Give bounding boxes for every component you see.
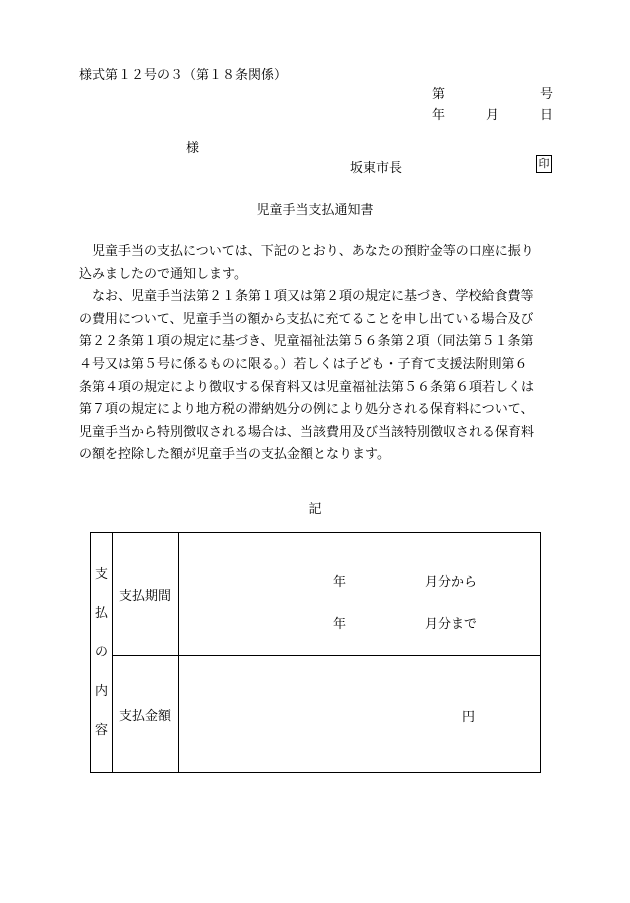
document-number-suffix: 号: [540, 87, 554, 102]
payment-details-table: [90, 532, 541, 773]
payment-amount-label: 支払金額: [113, 656, 179, 773]
body-line: 児童手当の支払については、下記のとおり、あなたの預貯金等の口座に振り: [79, 244, 534, 259]
amount-unit-yen: 円: [462, 710, 476, 725]
date-year-label: 年: [432, 108, 446, 123]
document-number-prefix: 第: [432, 87, 446, 102]
side-label-char: の: [94, 645, 108, 660]
addressee-honorific: 様: [186, 141, 200, 156]
period-to-year: 年: [333, 617, 347, 632]
period-from-month: 月分から: [425, 575, 478, 590]
body-line: 第７項の規定により地方税の滞納処分の例により処分される保育料について、: [79, 402, 534, 418]
body-line: なお、児童手当法第２１条第１項又は第２項の規定に基づき、学校給食費等: [79, 289, 534, 305]
side-label-char: 容: [94, 723, 108, 738]
notice-body: [79, 241, 551, 467]
payment-amount-field[interactable]: [179, 656, 541, 773]
side-label-char: 支: [94, 567, 108, 582]
date-day-label: 日: [540, 108, 554, 123]
payment-period-field[interactable]: [179, 533, 541, 656]
body-line: の費用について、児童手当の額から支払に充てることを申し出ている場合及び: [79, 311, 534, 327]
note-marker: 記: [308, 502, 322, 517]
date-month-label: 月: [486, 108, 500, 123]
payment-content-side-label: [91, 533, 113, 773]
period-from-year: 年: [333, 575, 347, 590]
body-line: の額を控除した額が児童手当の支払金額となります。: [79, 447, 390, 463]
seal-stamp: 印: [536, 155, 552, 173]
body-line: 込みましたので通知します。: [79, 266, 247, 282]
body-line: 第２２条第１項の規定に基づき、児童福祉法第５６条第２項（同法第５１条第: [79, 334, 534, 350]
issuer-name: 坂東市長: [350, 161, 403, 176]
payment-period-label: 支払期間: [113, 533, 179, 656]
side-label-char: 内: [94, 684, 108, 699]
form-number: 様式第１２号の３（第１８条関係）: [79, 68, 288, 83]
document-title: 児童手当支払通知書: [256, 203, 374, 218]
body-line: 児童手当から特別徴収される場合は、当該費用及び当該特別徴収される保育料: [79, 424, 535, 440]
side-label-char: 払: [94, 606, 108, 621]
body-line: ４号又は第５号に係るものに限る。）若しくは子ども・子育て支援法附則第６: [79, 356, 528, 372]
body-line: 条第４項の規定により徴収する保育料又は児童福祉法第５６条第６項若しくは: [79, 379, 535, 395]
period-to-month: 月分まで: [425, 617, 478, 632]
